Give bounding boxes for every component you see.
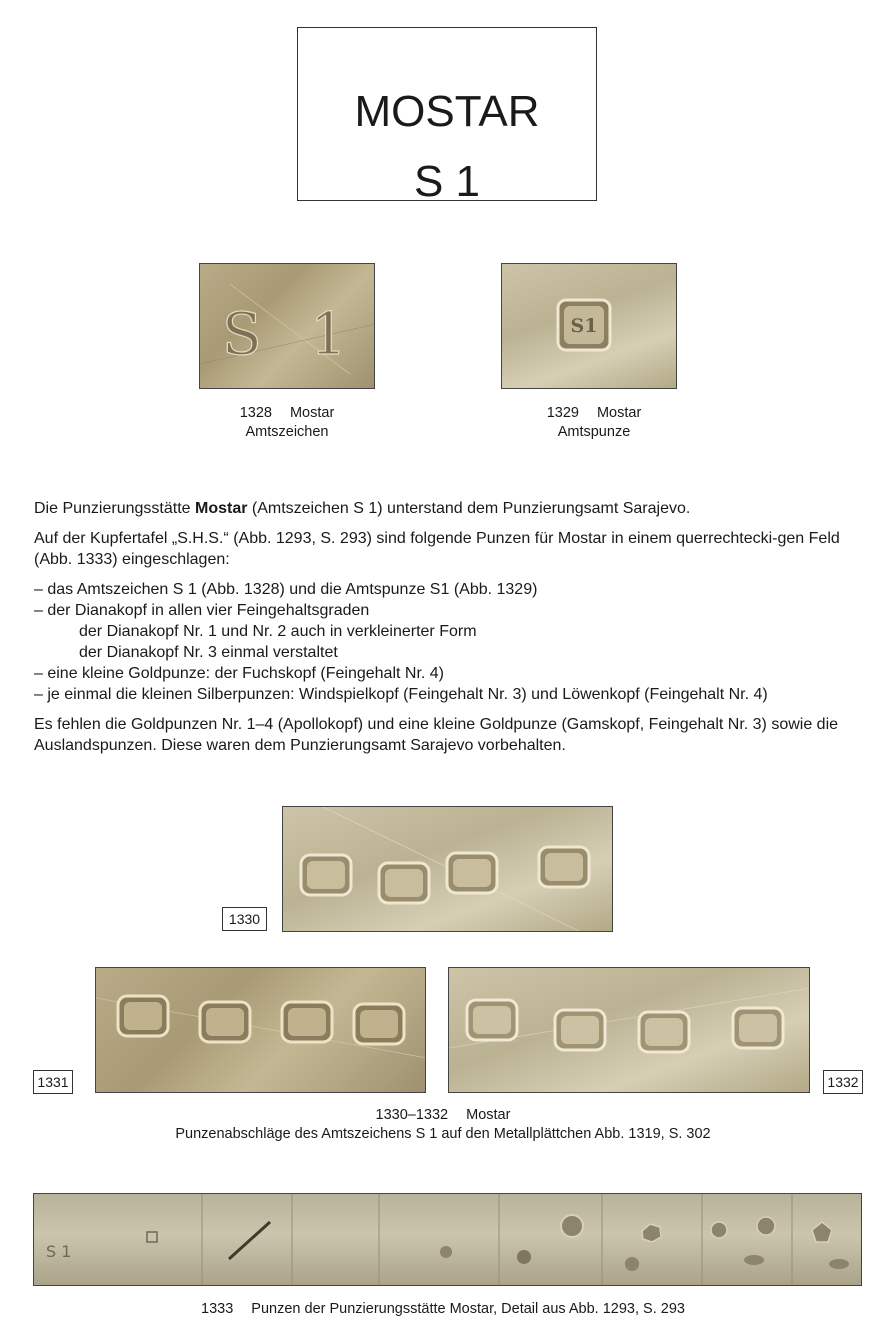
punch-mark bbox=[555, 1010, 605, 1050]
photo-1333-image bbox=[34, 1194, 862, 1286]
punch-mark bbox=[379, 863, 429, 903]
plate-dividers bbox=[202, 1194, 792, 1286]
title-place: MOSTAR bbox=[354, 87, 540, 136]
caption-group-numbers: 1330–1332 bbox=[375, 1107, 449, 1123]
punch-dot bbox=[625, 1257, 639, 1271]
caption-1329-desc: Amtspunze bbox=[557, 424, 631, 440]
punch-mark bbox=[301, 855, 351, 895]
punch-mark bbox=[733, 1008, 783, 1048]
photo-1330-image bbox=[283, 807, 613, 932]
caption-1328-place: Mostar bbox=[289, 405, 335, 421]
photo-1328-image bbox=[200, 264, 375, 389]
place-name-bold: Mostar bbox=[194, 500, 248, 517]
photo-1331-image bbox=[96, 968, 426, 1093]
photo-1329-image bbox=[502, 264, 677, 389]
label-1332: 1332 bbox=[823, 1070, 863, 1094]
punch-dot bbox=[711, 1222, 727, 1238]
title-box bbox=[297, 27, 597, 206]
punch-dot bbox=[829, 1259, 849, 1269]
list-item: – der Dianakopf in allen vier Feingehaltsgraden bbox=[34, 602, 370, 619]
small-punch-mark bbox=[147, 1232, 157, 1242]
punch-dot bbox=[757, 1217, 775, 1235]
caption-1330-1332 bbox=[0, 1106, 886, 1144]
punch-mark bbox=[118, 996, 168, 1036]
list-item: – eine kleine Goldpunze: der Fuchskopf (Feingehalt Nr. 4) bbox=[34, 665, 445, 682]
list-item: – je einmal die kleinen Silberpunzen: Windspielkopf (Feingehalt Nr. 3) und Löwenkopf (Feingehalt Nr. 4) bbox=[34, 686, 768, 703]
caption-1328-desc: Amtszeichen bbox=[245, 424, 329, 440]
punch-mark bbox=[200, 1002, 250, 1042]
paragraph-1: Die Punzierungsstätte Mostar (Amtszeichen S 1) unterstand dem Punzierungsamt Sarajevo. bbox=[34, 500, 691, 517]
caption-1329-number: 1329 bbox=[546, 405, 579, 421]
body-text bbox=[34, 498, 860, 756]
caption-group-desc: Punzenabschläge des Amtszeichens S 1 auf den Metallplättchen Abb. 1319, S. 302 bbox=[175, 1126, 711, 1142]
caption-1329-place: Mostar bbox=[596, 405, 642, 421]
punch-mark bbox=[354, 1004, 404, 1044]
caption-1329 bbox=[501, 404, 687, 442]
scratch-mark bbox=[229, 1222, 270, 1259]
punch-list bbox=[34, 579, 860, 705]
list-subitem: der Dianakopf Nr. 1 und Nr. 2 auch in verkleinerter Form bbox=[79, 623, 477, 640]
caption-group-place: Mostar bbox=[466, 1107, 511, 1123]
caption-1328-number: 1328 bbox=[239, 405, 272, 421]
photo-1332 bbox=[448, 967, 810, 1093]
punch-mark bbox=[282, 1002, 332, 1042]
photo-1329 bbox=[501, 263, 677, 389]
strip-s1-mark: S 1 bbox=[46, 1242, 72, 1261]
punch-mark bbox=[639, 1012, 689, 1052]
title-mark: S 1 bbox=[413, 157, 481, 206]
caption-1328 bbox=[199, 404, 375, 442]
label-1331: 1331 bbox=[33, 1070, 73, 1094]
photo-1333 bbox=[33, 1193, 862, 1286]
list-subitem: der Dianakopf Nr. 3 einmal verstaltet bbox=[79, 644, 338, 661]
mark-letter-s: S bbox=[222, 300, 262, 368]
photo-1328 bbox=[199, 263, 375, 389]
punch-mark bbox=[447, 853, 497, 893]
photo-1330 bbox=[282, 806, 613, 932]
caption-1333 bbox=[0, 1300, 886, 1319]
paragraph-2: Auf der Kupfertafel „S.H.S.“ (Abb. 1293, S. 293) sind folgende Punzen für Mostar in einem querrechtecki-gen Feld (Abb. 1333) eingeschlagen: bbox=[34, 530, 840, 568]
paragraph-3: Es fehlen die Goldpunzen Nr. 1–4 (Apollokopf) und eine kleine Goldpunze (Gamskopf, Feingehalt Nr. 3) sowie die Auslandspunzen. Diese waren dem Punzierungsamt Sarajevo vorbehalten. bbox=[34, 716, 839, 754]
photo-1331 bbox=[95, 967, 426, 1093]
caption-1333-number: 1333 bbox=[201, 1301, 234, 1317]
mark-s1: S1 bbox=[570, 315, 598, 337]
diana-head-punch bbox=[561, 1215, 583, 1237]
mark-digit-1: 1 bbox=[310, 300, 347, 368]
punch-dot bbox=[744, 1255, 764, 1265]
list-item: – das Amtszeichen S 1 (Abb. 1328) und die Amtspunze S1 (Abb. 1329) bbox=[34, 581, 538, 598]
pentagon-punch bbox=[812, 1222, 832, 1242]
hexagon-punch bbox=[642, 1224, 661, 1242]
photo-1332-image bbox=[449, 968, 810, 1093]
punch-mark bbox=[467, 1000, 517, 1040]
punch-mark bbox=[539, 847, 589, 887]
caption-1333-desc: Punzen der Punzierungsstätte Mostar, Detail aus Abb. 1293, S. 293 bbox=[251, 1301, 685, 1317]
punch-dot bbox=[517, 1250, 531, 1264]
label-1330: 1330 bbox=[222, 907, 267, 931]
punch-dot bbox=[440, 1246, 452, 1258]
